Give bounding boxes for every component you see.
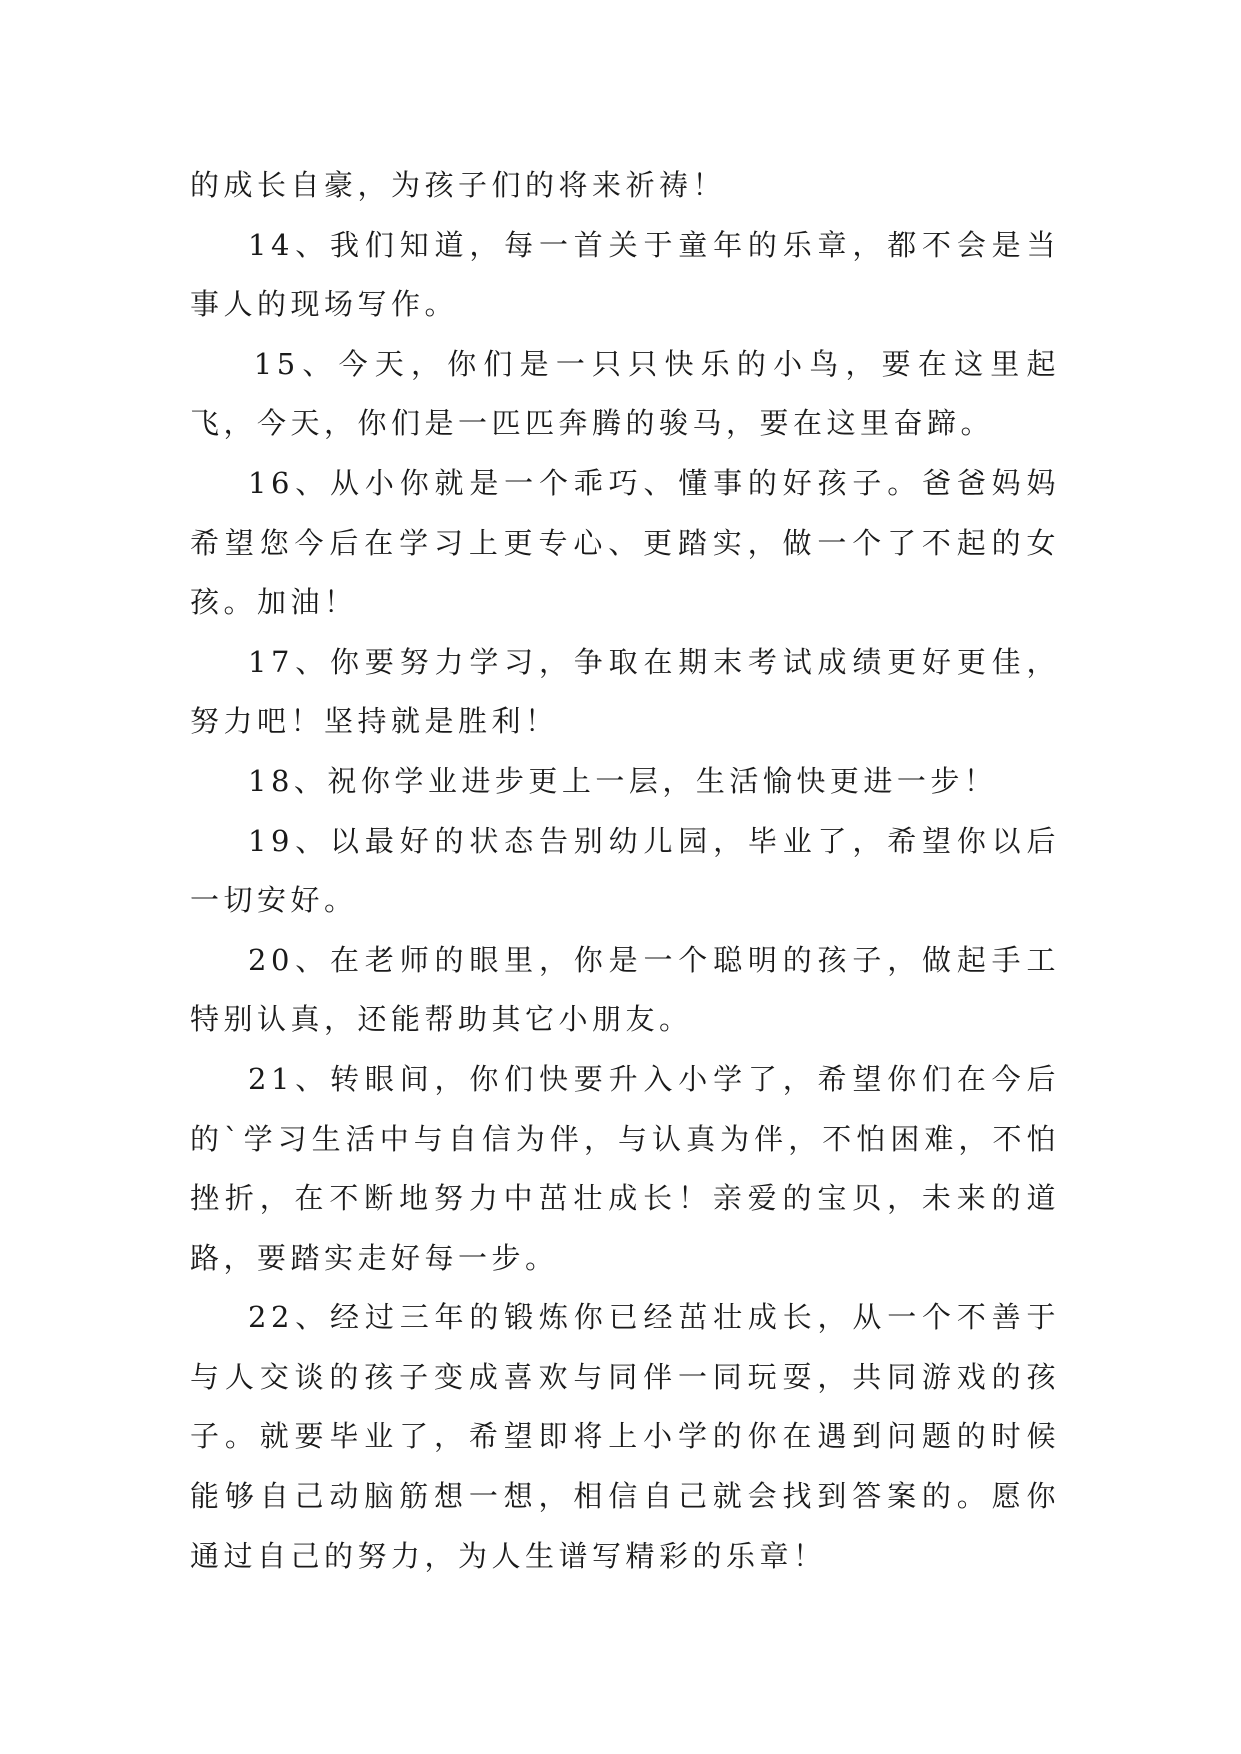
paragraph-22: 22、经过三年的锻炼你已经茁壮成长，从一个不善于与人交谈的孩子变成喜欢与同伴一同玩耍，共同游戏的孩子。就要毕业了，希望即将上小学的你在遇到问题的时候能够自己动脑筋想一想，相信自己就会找到答案的。愿你通过自己的努力，为人生谱写精彩的乐章！ <box>190 1300 1060 1573</box>
paragraph-19: 19、以最好的状态告别幼儿园，毕业了，希望你以后一切安好。 <box>190 823 1060 918</box>
paragraph-20: 20、在老师的眼里，你是一个聪明的孩子，做起手工特别认真，还能帮助其它小朋友。 <box>190 942 1060 1037</box>
paragraph-continuation: 的成长自豪，为孩子们的将来祈祷！ <box>190 168 727 202</box>
paragraph-16: 16、从小你就是一个乖巧、懂事的好孩子。爸爸妈妈希望您今后在学习上更专心、更踏实，做一个了不起的女孩。加油！ <box>190 465 1060 620</box>
paragraph-21: 21、转眼间，你们快要升入小学了，希望你们在今后的`学习生活中与自信为伴，与认真为伴，不怕困难，不怕挫折，在不断地努力中茁壮成长！亲爱的宝贝，未来的道路，要踏实走好每一步。 <box>190 1061 1060 1275</box>
paragraph-17: 17、你要努力学习，争取在期末考试成绩更好更佳，努力吧！坚持就是胜利！ <box>190 644 1060 739</box>
document-body <box>190 156 1060 1586</box>
paragraph-18: 18、祝你学业进步更上一层，生活愉快更进一步！ <box>248 763 998 798</box>
paragraph-15: 15、今天，你们是一只只快乐的小鸟，要在这里起飞，今天，你们是一匹匹奔腾的骏马，要在这里奋蹄。 <box>190 346 1060 441</box>
paragraph-14: 14、我们知道，每一首关于童年的乐章，都不会是当事人的现场写作。 <box>190 227 1060 322</box>
